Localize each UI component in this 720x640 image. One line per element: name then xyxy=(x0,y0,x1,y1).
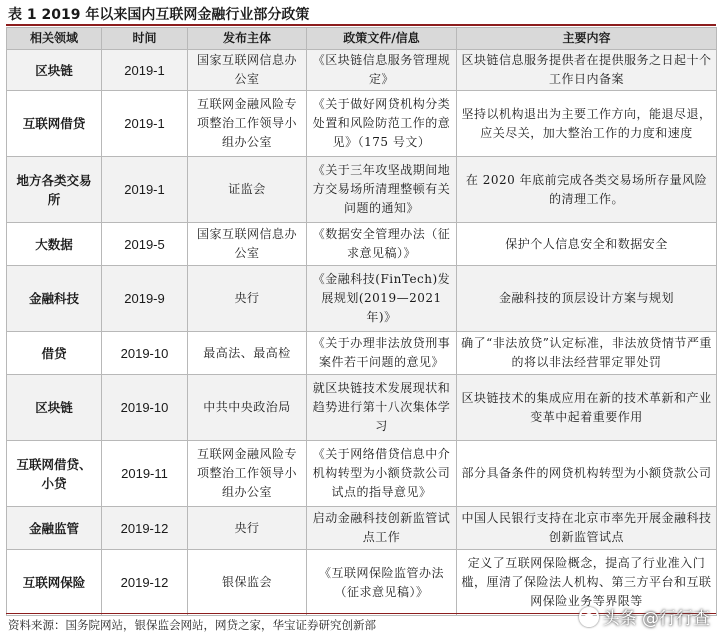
table-row xyxy=(7,375,717,441)
watermark-text: 头条 @行行查 xyxy=(602,609,710,629)
cell-time: 2019-12 xyxy=(102,507,188,550)
table-header-row xyxy=(7,28,717,50)
cell-policy: 启动金融科技创新监管试点工作 xyxy=(307,507,457,550)
cell-time: 2019-10 xyxy=(102,375,188,441)
cell-policy: 《区块链信息服务管理规定》 xyxy=(307,50,457,91)
policy-table xyxy=(6,27,717,616)
watermark-logo-icon xyxy=(579,607,599,627)
cell-agency: 最高法、最高检 xyxy=(188,332,307,375)
cell-domain: 金融科技 xyxy=(7,266,102,332)
cell-policy: 就区块链技术发展现状和趋势进行第十八次集体学习 xyxy=(307,375,457,441)
cell-policy: 《关于做好网贷机构分类处置和风险防范工作的意见》（175 号文） xyxy=(307,91,457,157)
cell-agency: 国家互联网信息办公室 xyxy=(188,223,307,266)
cell-policy: 《关于网络借贷信息中介机构转型为小额贷款公司试点的指导意见》 xyxy=(307,441,457,507)
cell-domain: 借贷 xyxy=(7,332,102,375)
cell-domain: 金融监管 xyxy=(7,507,102,550)
cell-content: 金融科技的顶层设计方案与规划 xyxy=(457,266,717,332)
cell-time: 2019-1 xyxy=(102,157,188,223)
cell-agency: 央行 xyxy=(188,266,307,332)
cell-policy: 《互联网保险监管办法（征求意见稿）》 xyxy=(307,550,457,616)
cell-agency: 银保监会 xyxy=(188,550,307,616)
cell-agency: 中共中央政治局 xyxy=(188,375,307,441)
cell-agency: 国家互联网信息办公室 xyxy=(188,50,307,91)
watermark xyxy=(579,604,710,629)
cell-policy: 《关于三年攻坚战期间地方交易场所清理整顿有关问题的通知》 xyxy=(307,157,457,223)
cell-content: 部分具备条件的网贷机构转型为小额贷款公司 xyxy=(457,441,717,507)
header-time: 时间 xyxy=(102,28,188,50)
cell-time: 2019-1 xyxy=(102,91,188,157)
table-row xyxy=(7,507,717,550)
cell-time: 2019-10 xyxy=(102,332,188,375)
cell-time: 2019-12 xyxy=(102,550,188,616)
header-content: 主要内容 xyxy=(457,28,717,50)
cell-time: 2019-5 xyxy=(102,223,188,266)
cell-time: 2019-9 xyxy=(102,266,188,332)
table-caption: 表 1 2019 年以来国内互联网金融行业部分政策 xyxy=(8,7,310,23)
cell-time: 2019-1 xyxy=(102,50,188,91)
cell-policy: 《金融科技(FinTech)发展规划(2019—2021年)》 xyxy=(307,266,457,332)
cell-time: 2019-11 xyxy=(102,441,188,507)
table-row xyxy=(7,223,717,266)
cell-content: 坚持以机构退出为主要工作方向，能退尽退，应关尽关，加大整治工作的力度和速度 xyxy=(457,91,717,157)
header-policy: 政策文件/信息 xyxy=(307,28,457,50)
cell-content: 在 2020 年底前完成各类交易场所存量风险的清理工作。 xyxy=(457,157,717,223)
cell-policy: 《关于办理非法放贷刑事案件若干问题的意见》 xyxy=(307,332,457,375)
cell-domain: 互联网借贷、小贷 xyxy=(7,441,102,507)
cell-domain: 互联网保险 xyxy=(7,550,102,616)
cell-domain: 大数据 xyxy=(7,223,102,266)
cell-domain: 互联网借贷 xyxy=(7,91,102,157)
cell-domain: 地方各类交易所 xyxy=(7,157,102,223)
cell-content: 保护个人信息安全和数据安全 xyxy=(457,223,717,266)
top-rule xyxy=(6,24,716,26)
table-row xyxy=(7,157,717,223)
table-row xyxy=(7,332,717,375)
cell-content: 区块链信息服务提供者在提供服务之日起十个工作日内备案 xyxy=(457,50,717,91)
cell-policy: 《数据安全管理办法（征求意见稿）》 xyxy=(307,223,457,266)
cell-content: 中国人民银行支持在北京市率先开展金融科技创新监管试点 xyxy=(457,507,717,550)
header-agency: 发布主体 xyxy=(188,28,307,50)
table-row xyxy=(7,441,717,507)
cell-agency: 互联网金融风险专项整治工作领导小组办公室 xyxy=(188,441,307,507)
cell-domain: 区块链 xyxy=(7,50,102,91)
cell-content: 确了“非法放贷”认定标准，非法放贷情节严重的将以非法经营罪定罪处罚 xyxy=(457,332,717,375)
table-row xyxy=(7,50,717,91)
cell-content: 定义了互联网保险概念，提高了行业准入门槛，厘清了保险法人机构、第三方平台和互联网保险业务等界限等 xyxy=(457,550,717,616)
cell-domain: 区块链 xyxy=(7,375,102,441)
cell-agency: 互联网金融风险专项整治工作领导小组办公室 xyxy=(188,91,307,157)
table-row xyxy=(7,91,717,157)
cell-agency: 证监会 xyxy=(188,157,307,223)
source-note: 资料来源：国务院网站，银保监会网站，网贷之家，华宝证券研究创新部 xyxy=(8,618,376,632)
table-row xyxy=(7,266,717,332)
cell-agency: 央行 xyxy=(188,507,307,550)
cell-content: 区块链技术的集成应用在新的技术革新和产业变革中起着重要作用 xyxy=(457,375,717,441)
header-domain: 相关领域 xyxy=(7,28,102,50)
